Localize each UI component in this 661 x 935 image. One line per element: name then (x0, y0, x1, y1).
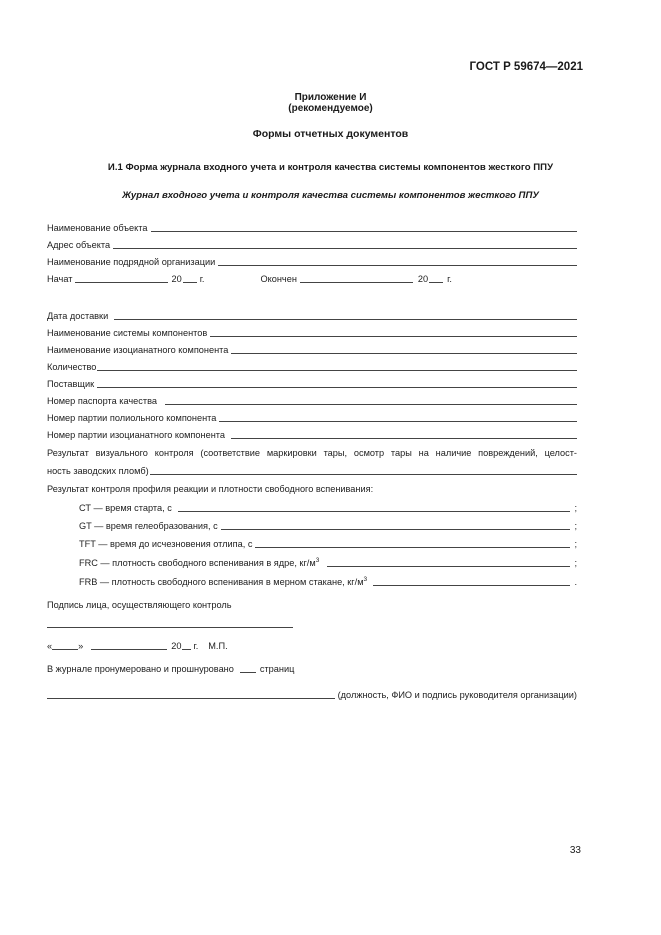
gt-semicolon: ; (574, 521, 577, 531)
visual-result-label: ность заводских пломб) (47, 466, 149, 476)
passport-number-label: Номер паспорта качества (47, 396, 157, 406)
date-day-field[interactable] (52, 639, 78, 650)
date-year-field[interactable] (182, 639, 191, 650)
finished-label: Окончен (260, 274, 297, 284)
gt-field[interactable] (221, 519, 571, 530)
date-open-quote: « (47, 641, 53, 651)
object-address-label: Адрес объекта (47, 240, 111, 250)
started-date-field[interactable] (75, 272, 168, 283)
iso-component-label: Наименование изоцианатного компонента (47, 345, 229, 355)
contractor-row (47, 254, 577, 268)
ct-row (79, 500, 577, 514)
finished-date-field[interactable] (300, 272, 413, 283)
ct-field[interactable] (178, 501, 571, 512)
date-year-prefix: 20 (171, 641, 182, 651)
frc-row (79, 555, 577, 569)
head-signature-field[interactable] (47, 688, 335, 699)
signature-date-row (47, 638, 228, 652)
signature-person-field[interactable] (47, 627, 293, 628)
iso-batch-label: Номер партии изоцианатного компонента (47, 430, 225, 440)
iso-batch-field[interactable] (231, 428, 577, 439)
supplier-label: Поставщик (47, 379, 95, 389)
started-year-field[interactable] (183, 272, 197, 283)
dates-row (47, 271, 577, 285)
object-address-field[interactable] (113, 238, 577, 249)
visual-result-row (47, 463, 577, 477)
passport-number-field[interactable] (165, 394, 577, 405)
delivery-date-label: Дата доставки (47, 311, 109, 321)
frb-row (79, 574, 577, 588)
started-year-suffix: г. (199, 274, 205, 284)
frb-label: FRB — плотность свободного вспенивания в мерном стакане, $кг/м^3$ (79, 576, 368, 587)
delivery-date-field[interactable] (114, 309, 577, 320)
journal-title: Журнал входного учета и контроля качества системы компонентов жесткого ППУ (122, 190, 539, 201)
object-name-field[interactable] (151, 221, 578, 232)
numbered-pages-field[interactable] (240, 662, 256, 673)
visual-result-field[interactable] (150, 464, 577, 475)
tft-label: TFT — время до исчезновения отлипа, с (79, 539, 253, 549)
ct-label: СТ — время старта, с (79, 503, 172, 513)
frc-label: FRC — плотность свободного вспенивания в ядре, $кг/м^3$ (79, 557, 320, 568)
numbered-suffix-label: страниц (259, 664, 295, 674)
appendix-heading: Формы отчетных документов (252, 128, 409, 140)
object-name-row (47, 220, 577, 234)
system-name-field[interactable] (210, 326, 577, 337)
page-number: 33 (569, 845, 581, 856)
numbered-pages-row (47, 661, 294, 675)
quantity-label: Количество (47, 362, 97, 372)
gt-row (79, 518, 577, 532)
numbered-prefix-label: В журнале пронумеровано и прошнуровано (47, 664, 234, 674)
stamp-label: М.П. (208, 641, 228, 651)
iso-component-field[interactable] (231, 343, 577, 354)
quantity-field[interactable] (97, 360, 577, 371)
finished-year-suffix: г. (447, 274, 452, 284)
ct-semicolon: ; (574, 503, 577, 513)
standard-number: ГОСТ Р 59674—2021 (469, 61, 583, 73)
supplier-row (47, 376, 577, 390)
object-address-row (47, 237, 577, 251)
started-label: Начат (47, 274, 73, 284)
delivery-date-row (47, 308, 577, 322)
finished-year-field[interactable] (429, 272, 443, 283)
finished-year-prefix: 20 (417, 274, 429, 284)
passport-number-row (47, 393, 577, 407)
date-year-suffix: г. (193, 641, 199, 651)
polyol-batch-label: Номер партии полиольного компонента (47, 413, 217, 423)
tft-semicolon: ; (574, 539, 577, 549)
started-year-prefix: 20 (171, 274, 182, 284)
quantity-row (47, 359, 577, 373)
frc-semicolon: ; (574, 558, 577, 568)
date-close-quote: » (78, 641, 84, 651)
object-name-label: Наименование объекта (47, 223, 148, 233)
appendix-title: Приложение И (294, 92, 367, 103)
visual-result-line1: Результат визуального контроля (соответствие маркировки тары, осмотр тары на наличие повреждений, целост- (47, 448, 577, 458)
frc-field[interactable] (327, 556, 570, 567)
section-title: И.1 Форма журнала входного учета и контроля качества системы компонентов жесткого ППУ (107, 162, 554, 173)
appendix-subtitle: (рекомендуемое) (288, 103, 373, 114)
tft-field[interactable] (255, 537, 570, 548)
date-month-field[interactable] (91, 639, 167, 650)
system-name-row (47, 325, 577, 339)
frb-period: . (574, 577, 577, 587)
contractor-field[interactable] (218, 255, 577, 266)
frb-unit-exponent: 3 (363, 576, 368, 583)
profile-result-label: Результат контроля профиля реакции и плотности свободного вспенивания: (47, 484, 374, 494)
signature-person-label: Подпись лица, осуществляющего контроль (47, 600, 232, 610)
polyol-batch-row (47, 410, 577, 424)
system-name-label: Наименование системы компонентов (47, 328, 208, 338)
supplier-field[interactable] (97, 377, 577, 388)
tft-row (79, 536, 577, 550)
iso-component-row (47, 342, 577, 356)
polyol-batch-field[interactable] (219, 411, 577, 422)
frc-unit-exponent: 3 (315, 557, 320, 564)
contractor-label: Наименование подрядной организации (47, 257, 216, 267)
head-signature-row (47, 687, 577, 701)
head-signature-label: (должность, ФИО и подпись руководителя организации) (337, 690, 577, 700)
gt-label: GT — время гелеобразования, с (79, 521, 218, 531)
iso-batch-row (47, 427, 577, 441)
frb-field[interactable] (373, 575, 570, 586)
